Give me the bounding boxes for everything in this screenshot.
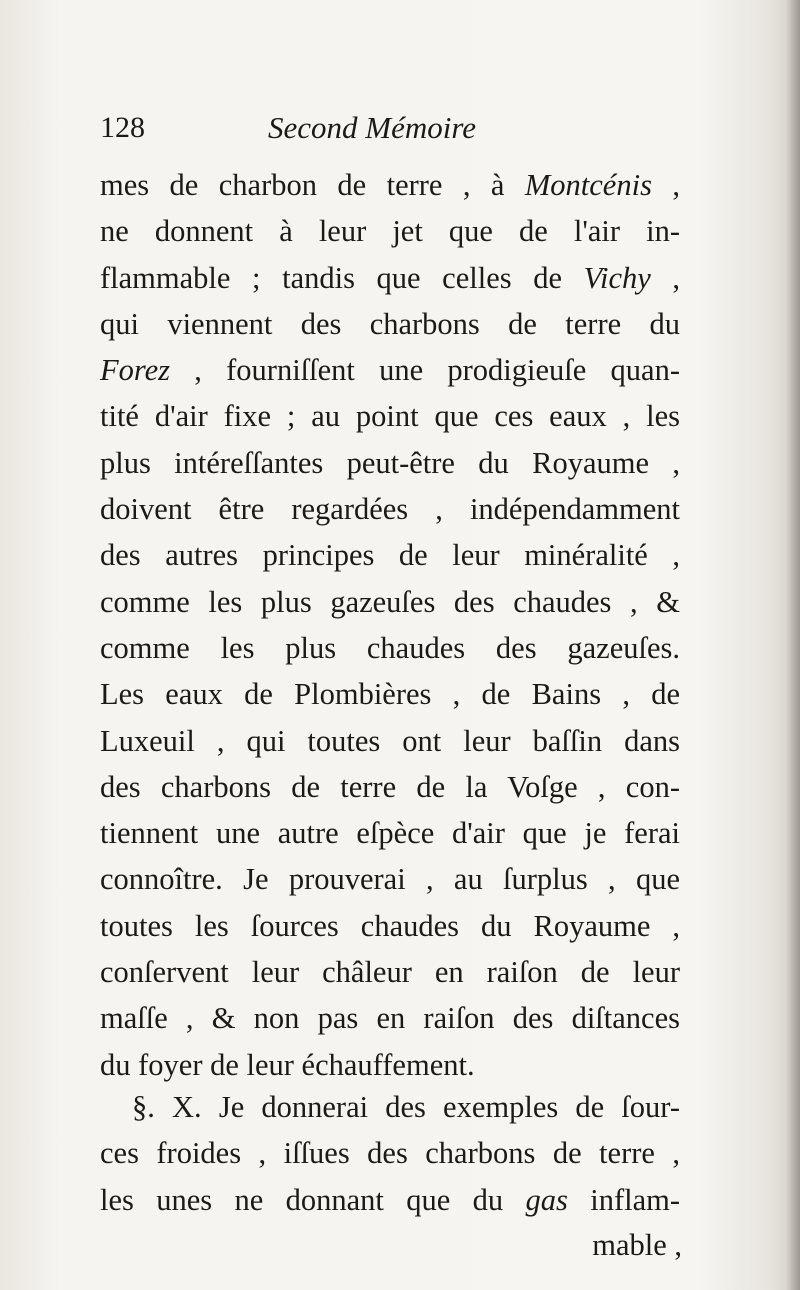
text-line: les unes ne donnant que du gas inflam- <box>100 1182 681 1217</box>
text-line: connoître. Je prouverai , au ſurplus , que <box>100 862 680 897</box>
text-line: du foyer de leur échauffement. <box>100 1047 475 1082</box>
text-line: tiennent une autre eſpèce d'air que je ferai <box>100 816 680 851</box>
section-x <box>100 1084 680 1223</box>
page-edge-shadow <box>786 0 800 1290</box>
text-line: Forez , fourniſſent une prodigieuſe quan- <box>100 353 680 388</box>
text-line: des charbons de terre de la Voſge , con- <box>100 769 680 804</box>
page-number: 128 <box>100 111 145 144</box>
text-line: Luxeuil , qui toutes ont leur baſſin dans <box>100 723 680 758</box>
text-line: Les eaux de Plombières , de Bains , de <box>100 677 680 712</box>
text-line: plus intéreſſantes peut-être du Royaume , <box>100 445 680 480</box>
text-line: flammable ; tandis que celles de Vichy , <box>100 260 681 295</box>
text-line: conſervent leur châleur en raiſon de leur <box>100 955 680 990</box>
text-line: mes de charbon de terre , à Montcénis , <box>100 168 680 202</box>
page-header <box>100 106 680 150</box>
text-line: des autres principes de leur minéralité , <box>100 538 680 573</box>
text-line: ces froides , iſſues des charbons de terre , <box>100 1136 680 1171</box>
text-line: toutes les ſources chaudes du Royaume , <box>100 908 680 943</box>
text-line: comme les plus gazeuſes des chaudes , & <box>100 584 680 619</box>
text-line: comme les plus chaudes des gazeuſes. <box>100 630 680 665</box>
running-title: Second Mémoire <box>268 110 477 145</box>
text-line: tité d'air fixe ; au point que ces eaux , les <box>100 399 680 434</box>
text-line: doivent être regardées , indépendamment <box>100 492 680 527</box>
text-line: ne donnent à leur jet que de l'air in- <box>100 214 680 249</box>
catchword: mable , <box>592 1228 682 1262</box>
text-line: qui viennent des charbons de terre du <box>100 306 680 341</box>
section-heading-line: §. X. Je donnerai des exemples de ſour- <box>132 1090 680 1124</box>
text-line: maſſe , & non pas en raiſon des diſtances <box>100 1001 680 1036</box>
paragraph-1 <box>100 162 680 1088</box>
